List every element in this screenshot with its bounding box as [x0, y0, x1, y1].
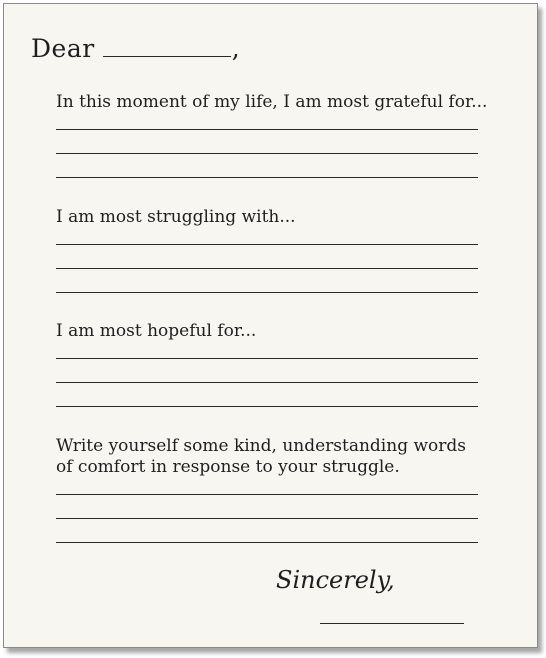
write-line[interactable] — [56, 406, 478, 407]
greeting-comma: , — [231, 34, 241, 63]
prompt-comfort-line-2: of comfort in response to your struggle. — [56, 457, 400, 477]
write-line[interactable] — [56, 292, 478, 293]
section-grateful — [56, 92, 488, 178]
write-line[interactable] — [56, 518, 478, 519]
prompt-struggling: I am most struggling with... — [56, 207, 296, 227]
write-line[interactable] — [56, 382, 478, 383]
write-line[interactable] — [56, 153, 478, 154]
recipient-blank[interactable] — [103, 36, 231, 57]
write-line[interactable] — [56, 542, 478, 543]
letter-page — [3, 3, 538, 648]
prompt-comfort-line-1: Write yourself some kind, understanding words — [56, 436, 467, 456]
write-line[interactable] — [56, 129, 478, 130]
write-line[interactable] — [56, 268, 478, 269]
write-line[interactable] — [56, 177, 478, 178]
greeting — [31, 34, 240, 63]
prompt-hopeful: I am most hopeful for... — [56, 321, 257, 341]
write-line[interactable] — [56, 244, 478, 245]
section-hopeful — [56, 321, 481, 407]
section-struggling — [56, 207, 481, 293]
closing: Sincerely, — [276, 566, 395, 594]
section-comfort — [56, 436, 481, 543]
write-line[interactable] — [56, 358, 478, 359]
prompt-grateful: In this moment of my life, I am most grateful for... — [56, 92, 488, 112]
signature-blank[interactable] — [320, 623, 464, 624]
greeting-word: Dear — [31, 34, 95, 63]
write-line[interactable] — [56, 494, 478, 495]
